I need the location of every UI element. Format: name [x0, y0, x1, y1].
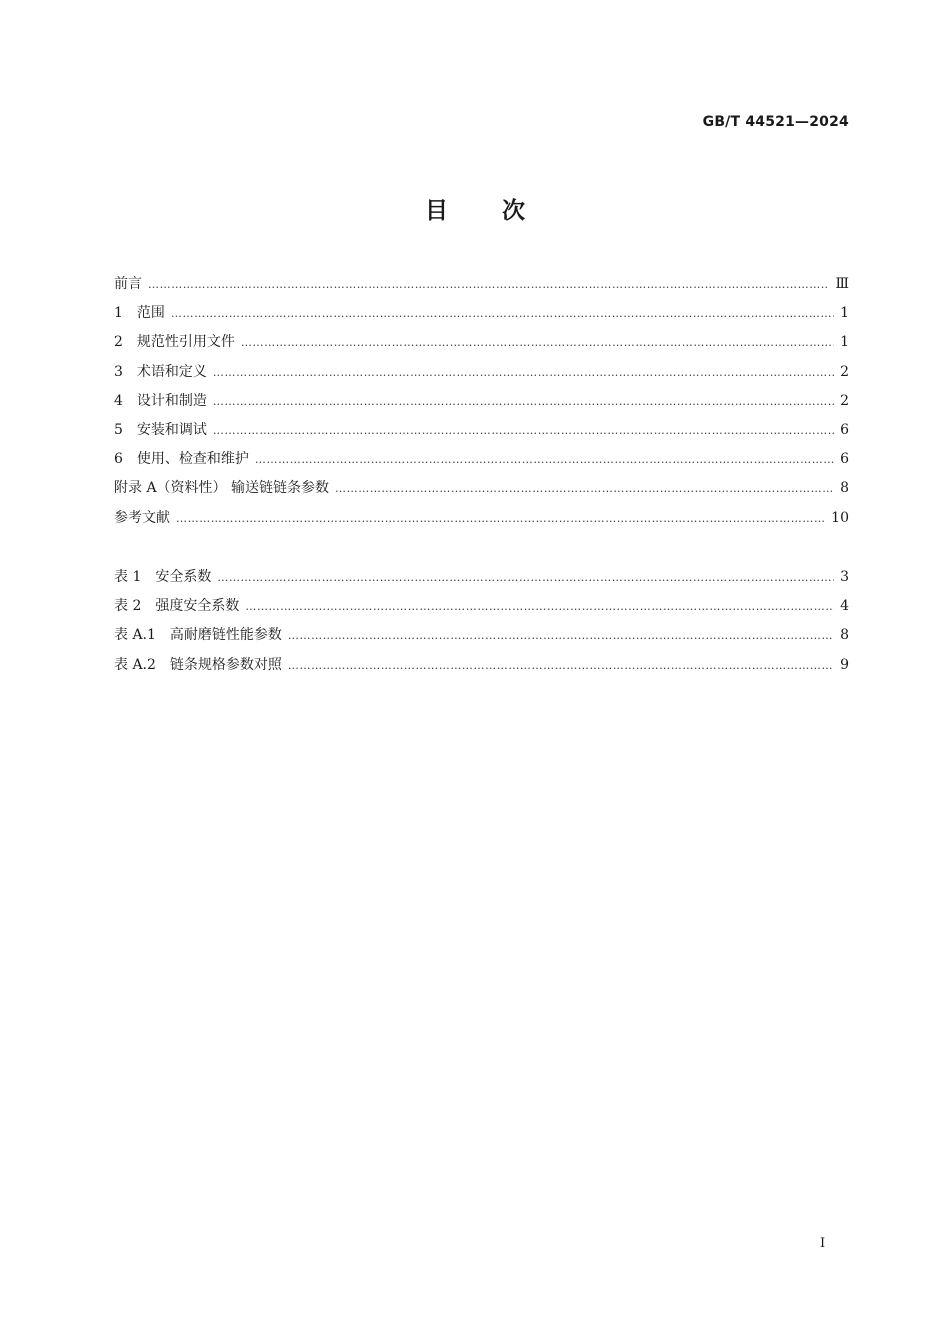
toc-title — [0, 192, 950, 225]
toc-table-label: 高耐磨链性能参数 — [169, 627, 282, 644]
toc-entry-normative-references[interactable] — [114, 332, 849, 361]
leader-dots — [213, 363, 834, 383]
toc-entry-page: Ⅲ — [835, 276, 849, 292]
toc-entry-installation[interactable] — [114, 420, 849, 449]
toc-main-list — [114, 274, 849, 537]
toc-entry-page: 2 — [840, 392, 849, 409]
leader-dots — [245, 597, 834, 617]
toc-entry-label: 术语和定义 — [136, 363, 207, 380]
toc-entry-label: 安装和调试 — [136, 421, 207, 438]
toc-title-part2: 次 — [502, 198, 525, 224]
toc-table-label: 安全系数 — [155, 569, 212, 585]
toc-table-a2[interactable] — [114, 655, 849, 684]
toc-entry-label: 规范性引用文件 — [136, 334, 235, 351]
toc-entry-number: 2 — [114, 334, 123, 351]
toc-table-number: 表 A.2 — [114, 656, 156, 673]
toc-entry-label: 参考文献 — [114, 509, 170, 526]
toc-title-part1: 目 — [425, 198, 448, 224]
toc-table-label: 链条规格参数对照 — [169, 656, 282, 673]
leader-dots — [213, 421, 834, 441]
toc-table-1[interactable] — [114, 567, 849, 596]
toc-entry-use-maintenance[interactable] — [114, 449, 849, 478]
toc-entry-bibliography[interactable] — [114, 508, 849, 537]
leader-dots — [213, 392, 834, 412]
toc-entry-label: 设计和制造 — [136, 392, 207, 409]
document-code: GB/T 44521—2024 — [702, 114, 849, 130]
toc-entry-page: 6 — [840, 421, 849, 438]
toc-entry-page: 8 — [840, 480, 849, 497]
leader-dots — [217, 568, 834, 588]
toc-entry-page: 1 — [840, 334, 849, 351]
leader-dots — [288, 656, 834, 676]
toc-entry-number: 5 — [114, 421, 123, 438]
page-number: I — [820, 1236, 826, 1251]
leader-dots — [148, 275, 829, 295]
toc-entry-label: 前言 — [114, 276, 142, 292]
toc-table-label: 强度安全系数 — [155, 598, 240, 615]
toc-entry-label: 范围 — [136, 305, 165, 322]
toc-entry-number: 6 — [114, 451, 123, 468]
leader-dots — [288, 626, 834, 646]
toc-entry-label: 使用、检查和维护 — [136, 451, 249, 468]
toc-entry-page: 1 — [840, 305, 849, 322]
toc-entry-annex-a[interactable] — [114, 478, 849, 507]
leader-dots — [241, 333, 834, 353]
toc-table-number: 表 A.1 — [114, 627, 156, 644]
toc-entry-page: 10 — [831, 509, 849, 526]
toc-entry-terms[interactable] — [114, 362, 849, 391]
toc-entry-page: 6 — [840, 451, 849, 468]
leader-dots — [176, 509, 825, 529]
toc-entry-page: 2 — [840, 363, 849, 380]
toc-tables-list — [114, 567, 849, 684]
toc-entry-label: 附录 A（资料性） 输送链链条参数 — [114, 480, 330, 497]
leader-dots — [335, 479, 834, 499]
toc-entry-preface[interactable] — [114, 274, 849, 303]
toc-entry-design[interactable] — [114, 391, 849, 420]
toc-table-number: 表 2 — [114, 598, 142, 615]
toc-entry-number: 4 — [114, 392, 123, 409]
toc-entry-scope[interactable] — [114, 303, 849, 332]
toc-table-page: 4 — [840, 598, 849, 615]
toc-entry-number: 1 — [114, 305, 123, 322]
toc-entry-number: 3 — [114, 363, 123, 380]
toc-table-page: 9 — [840, 656, 849, 673]
leader-dots — [255, 450, 834, 470]
toc-table-page: 3 — [840, 569, 849, 585]
toc-table-2[interactable] — [114, 596, 849, 625]
toc-table-number: 表 1 — [114, 569, 142, 585]
toc-table-a1[interactable] — [114, 625, 849, 654]
leader-dots — [171, 304, 834, 324]
toc-table-page: 8 — [840, 627, 849, 644]
